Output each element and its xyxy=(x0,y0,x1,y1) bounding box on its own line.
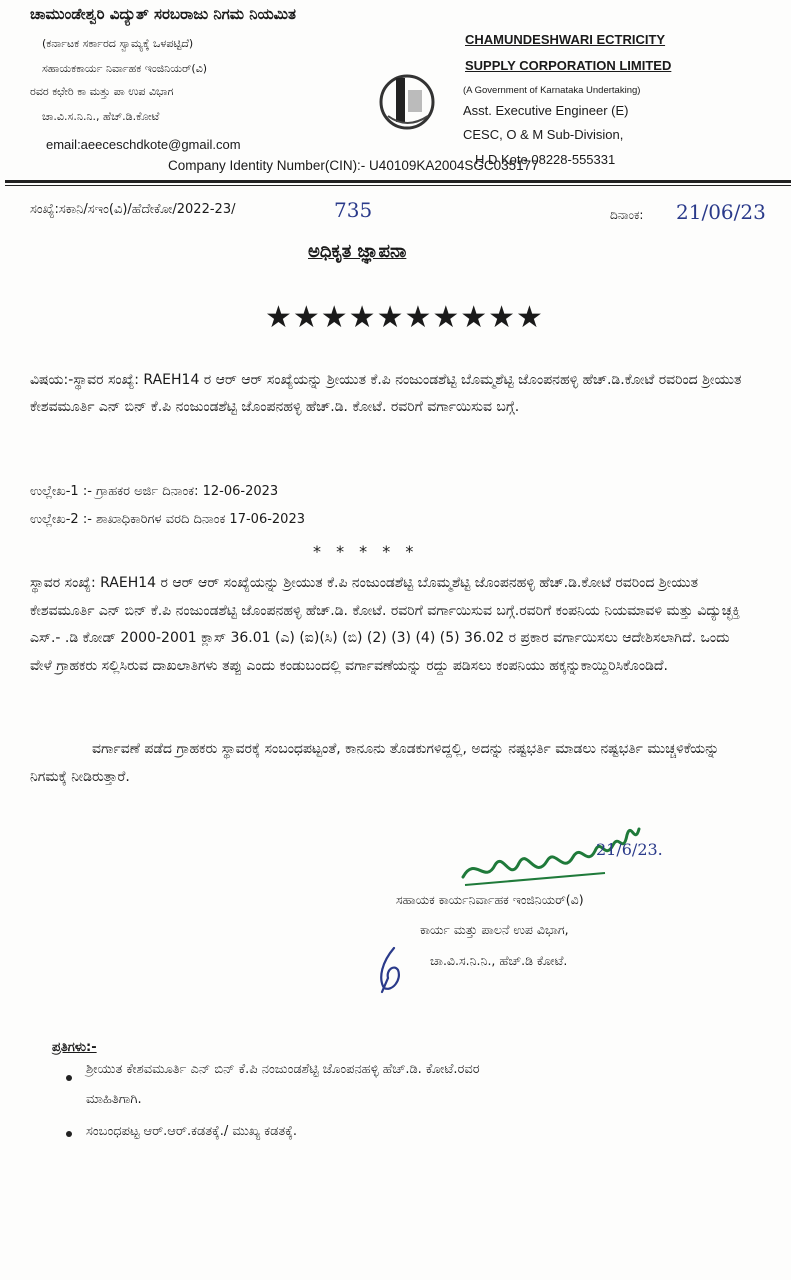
initials-scribble xyxy=(372,944,412,994)
org-name-kannada: ಚಾಮುಂಡೇಶ್ವರಿ ವಿದ್ಯುತ್ ಸರಬರಾಜು ನಿಗಮ ನಿಯಮಿತ xyxy=(30,5,296,23)
copy-item-1: ಶ್ರೀಯುತ ಕೇಶವಮೂರ್ತಿ ಎನ್ ಬಿನ್ ಕೆ.ಪಿ ನಂಜುಂಡಶೆಟ್ಟಿ ಜೊಂಪನಹಳ್ಳಿ ಹೆಚ್.ಡಿ. ಕೋಟೆ.ರವರ xyxy=(86,1062,480,1077)
copy-item-1-continued: ಮಾಹಿತಿಗಾಗಿ. xyxy=(86,1092,142,1107)
reference-number-label: ಸಂಖ್ಯೆ:ಸಕಾನಿ/ಸಇಂ(ವಿ)/ಹೆದೇಕೋ/2022-23/ xyxy=(30,202,236,217)
date-handwritten: 21/06/23 xyxy=(676,200,766,224)
company-cin: Company Identity Number(CIN):- U40109KA2004SGC035177 xyxy=(168,158,539,173)
memo-title: ಅಧಿಕೃತ ಜ್ಞಾಪನಾ xyxy=(308,241,407,262)
place-kannada: ಚಾ.ವಿ.ಸ.ನಿ.ನಿ., ಹೆಚ್.ಡಿ.ಕೋಟೆ xyxy=(42,110,160,123)
reference-2: ಉಲ್ಲೇಖ-2 :- ಶಾಖಾಧಿಕಾರಿಗಳ ವರದಿ ದಿನಾಂಕ 17-06-2023 xyxy=(30,512,305,527)
body-paragraph-2: ವರ್ಗಾವಣೆ ಪಡೆದ ಗ್ರಾಹಕರು ಸ್ಥಾವರಕ್ಕೆ ಸಂಬಂಧಪಟ್ಟಂತೆ, ಕಾನೂನು ತೊಡಕುಗಳಿದ್ದಲ್ಲಿ, ಅದನ್ನು ನಷ್ಟಭರ್ತಿ ಮಾಡಲು ನಷ್ಟಭರ್ತಿ ಮುಚ್ಚಳಿಕೆಯನ್ನು ನಿಗಮಕ್ಕೆ ನೀಡಿರುತ್ತಾರೆ. xyxy=(30,741,720,785)
org-name-english-line1: CHAMUNDESHWARI ECTRICITY xyxy=(465,32,666,47)
office-name-kannada: ರವರ ಕಛೇರಿ ಕಾ ಮತ್ತು ಪಾ ಉಪ ವಿಭಾಗ xyxy=(30,85,174,98)
bullet-icon xyxy=(66,1131,72,1137)
subject-paragraph: ವಿಷಯ:-ಸ್ಥಾವರ ಸಂಖ್ಯೆ: RAEH14 ರ ಆರ್ ಆರ್ ಸಂಖ್ಯೆಯನ್ನು ಶ್ರೀಯುತ ಕೆ.ಪಿ ನಂಜುಂಡಶೆಟ್ಟಿ ಬೊಮ್ಮಶೆಟ್ಟಿ ಜೊಂಪನಹಳ್ಳಿ ಹೆಚ್.ಡಿ.ಕೋಟೆ ರವರಿಂದ ಶ್ರೀಯುತ ಕೇಶವಮೂರ್ತಿ ಎನ್ ಬಿನ್ ಕೆ.ಪಿ ನಂಜುಂಡಶೆಟ್ಟಿ ಜೊಂಪನಹಳ್ಳಿ ಹೆಚ್.ಡಿ. ಕೋಟೆ. ರವರಿಗೆ ವರ್ಗಾಯಿಸುವ ಬಗ್ಗೆ. xyxy=(30,372,742,415)
signatory-division: ಕಾರ್ಯ ಮತ್ತು ಪಾಲನೆ ಉಪ ವಿಭಾಗ, xyxy=(420,922,569,937)
officer-title-english: Asst. Executive Engineer (E) xyxy=(463,103,629,118)
header-divider-thin xyxy=(5,185,791,186)
copies-heading: ಪ್ರತಿಗಳು:- xyxy=(52,1040,97,1055)
govt-undertaking-english: (A Government of Karnataka Undertaking) xyxy=(463,85,641,96)
star-divider-top: ★★★★★★★★★★ xyxy=(265,300,544,335)
header-divider xyxy=(5,180,791,183)
reference-1: ಉಲ್ಲೇಖ-1 :- ಗ್ರಾಹಕರ ಅರ್ಜಿ ದಿನಾಂಕ: 12-06-2023 xyxy=(30,484,279,499)
place-phone-english: H D Kote 08228-555331 xyxy=(475,152,616,167)
office-name-english: CESC, O & M Sub-Division, xyxy=(463,127,624,142)
email-address: email:aeeceschdkote@gmail.com xyxy=(46,137,241,152)
date-label: ದಿನಾಂಕ: xyxy=(610,208,644,222)
star-divider-mid: * * * * * xyxy=(313,542,419,561)
govt-undertaking-kannada: (ಕರ್ನಾಟಕ ಸರ್ಕಾರದ ಸ್ವಾಮ್ಯಕ್ಕೆ ಒಳಪಟ್ಟಿದೆ) xyxy=(42,37,194,50)
officer-title-kannada: ಸಹಾಯಕಕಾರ್ಯ ನಿರ್ವಾಹಕ ಇಂಜಿನಿಯರ್(ವಿ) xyxy=(42,62,208,75)
signatory-title: ಸಹಾಯಕ ಕಾರ್ಯನಿರ್ವಾಹಕ ಇಂಜಿನಿಯರ್(ವಿ) xyxy=(396,892,584,907)
copy-item-2: ಸಂಬಂಧಪಟ್ಟ ಆರ್.ಆರ್.ಕಡತಕ್ಕೆ./ ಮುಖ್ಯ ಕಡತಕ್ಕೆ. xyxy=(86,1124,298,1139)
bullet-icon xyxy=(66,1075,72,1081)
body-paragraph: ಸ್ಥಾವರ ಸಂಖ್ಯೆ: RAEH14 ರ ಆರ್ ಆರ್ ಸಂಖ್ಯೆಯನ್ನು ಶ್ರೀಯುತ ಕೆ.ಪಿ ನಂಜುಂಡಶೆಟ್ಟಿ ಬೊಮ್ಮಶೆಟ್ಟಿ ಜೊಂಪನಹಳ್ಳಿ ಹೆಚ್.ಡಿ.ಕೋಟೆ ರವರಿಂದ ಶ್ರೀಯುತ ಕೇಶವಮೂರ್ತಿ ಎನ್ ಬಿನ್ ಕೆ.ಪಿ ನಂಜುಂಡಶೆಟ್ಟಿ ಜೊಂಪನಹಳ್ಳಿ ಹೆಚ್.ಡಿ. ಕೋಟೆ. ರವರಿಗೆ ವರ್ಗಾಯಿಸುವ ಬಗ್ಗೆ.ರವರಿಗೆ ಕಂಪನಿಯ ನಿಯಮಾವಳಿ ಮತ್ತು ವಿದ್ಯುಚ್ಛಕ್ತಿ ಎಸ್.- .ಡಿ ಕೋಡ್ 2000-2001 ಕ್ಲಾಸ್ 36.01 (ಎ) (ಐ)(ಸಿ) (ಬಿ) (2) (3) (4) (5) 36.02 ರ ಪ್ರಕಾರ ವರ್ಗಾಯಿಸಲು ಆದೇಶಿಸಲಾಗಿದೆ. ಒಂದು ವೇಳೆ ಗ್ರಾಹಕರು ಸಲ್ಲಿಸಿರುವ ದಾಖಲಾತಿಗಳು ತಪ್ಪು ಎಂದು ಕಂಡುಬಂದಲ್ಲಿ ವರ್ಗಾವಣೆಯನ್ನು ರದ್ದು ಪಡಿಸಲು ಕಂಪನಿಯು ಹಕ್ಕನ್ನುಕಾಯ್ದಿರಿಸಿಕೊಂಡಿದೆ. xyxy=(30,575,741,674)
org-name-english-line2: SUPPLY CORPORATION LIMITED xyxy=(465,58,672,73)
signatory-place: ಚಾ.ವಿ.ಸ.ನಿ.ನಿ., ಹೆಚ್.ಡಿ ಕೋಟೆ. xyxy=(430,953,568,968)
signature-date: 21/6/23. xyxy=(596,840,663,859)
reference-number-handwritten: 735 xyxy=(334,198,373,222)
cesc-logo xyxy=(376,72,438,134)
